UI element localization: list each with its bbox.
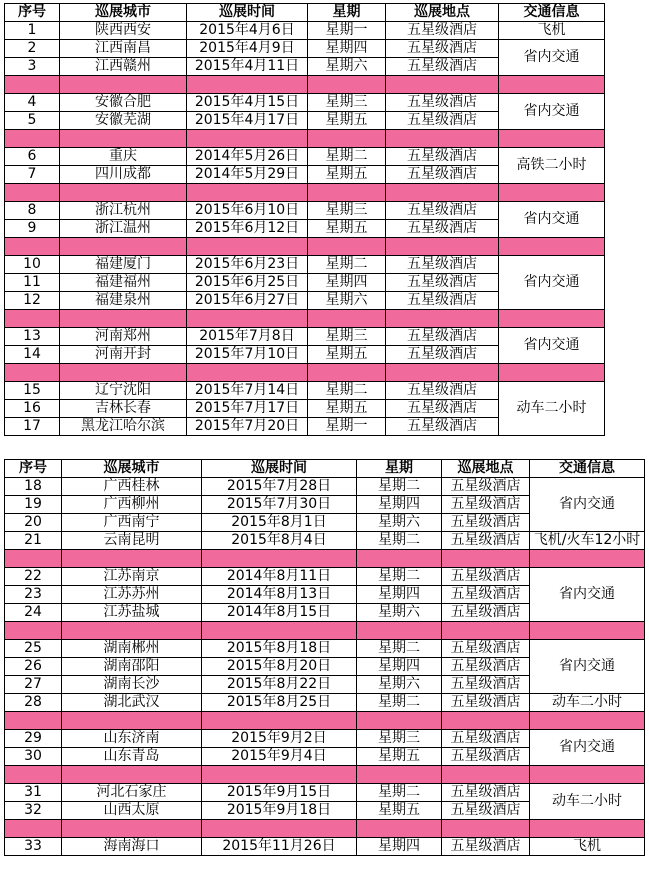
cell-no: 9 bbox=[5, 220, 60, 238]
cell-weekday: 星期五 bbox=[308, 112, 386, 130]
separator-cell bbox=[357, 550, 442, 568]
header-row bbox=[5, 4, 605, 22]
cell-no: 17 bbox=[5, 418, 60, 436]
separator-cell bbox=[202, 550, 357, 568]
separator-cell bbox=[5, 820, 62, 838]
cell-weekday: 星期二 bbox=[308, 256, 386, 274]
separator-row bbox=[5, 550, 645, 568]
cell-transport: 省内交通 bbox=[499, 202, 605, 238]
cell-no: 18 bbox=[5, 478, 62, 496]
separator-cell bbox=[357, 622, 442, 640]
cell-weekday: 星期四 bbox=[308, 40, 386, 58]
cell-weekday: 星期三 bbox=[357, 730, 442, 748]
cell-date: 2015年11月26日 bbox=[202, 838, 357, 856]
header-venue: 巡展地点 bbox=[442, 460, 530, 478]
cell-date: 2015年8月1日 bbox=[202, 514, 357, 532]
table-row bbox=[5, 640, 645, 658]
cell-transport: 动车二小时 bbox=[530, 784, 645, 820]
separator-cell bbox=[5, 130, 60, 148]
cell-city: 黑龙江哈尔滨 bbox=[60, 418, 187, 436]
cell-city: 湖北武汉 bbox=[62, 694, 202, 712]
cell-city: 河南开封 bbox=[60, 346, 187, 364]
cell-date: 2014年8月11日 bbox=[202, 568, 357, 586]
cell-city: 福建泉州 bbox=[60, 292, 187, 310]
cell-date: 2015年6月12日 bbox=[187, 220, 308, 238]
cell-date: 2015年9月18日 bbox=[202, 802, 357, 820]
cell-venue: 五星级酒店 bbox=[386, 112, 499, 130]
separator-cell bbox=[442, 766, 530, 784]
cell-date: 2015年9月2日 bbox=[202, 730, 357, 748]
separator-cell bbox=[530, 622, 645, 640]
cell-weekday: 星期四 bbox=[357, 658, 442, 676]
separator-row bbox=[5, 130, 605, 148]
cell-venue: 五星级酒店 bbox=[442, 694, 530, 712]
cell-date: 2015年6月23日 bbox=[187, 256, 308, 274]
cell-city: 江苏南京 bbox=[62, 568, 202, 586]
separator-cell bbox=[187, 310, 308, 328]
cell-venue: 五星级酒店 bbox=[386, 202, 499, 220]
separator-cell bbox=[187, 130, 308, 148]
cell-city: 福建福州 bbox=[60, 274, 187, 292]
cell-weekday: 星期二 bbox=[357, 568, 442, 586]
separator-cell bbox=[5, 310, 60, 328]
separator-cell bbox=[5, 712, 62, 730]
table-row bbox=[5, 532, 645, 550]
cell-no: 28 bbox=[5, 694, 62, 712]
cell-date: 2015年4月6日 bbox=[187, 22, 308, 40]
separator-cell bbox=[5, 184, 60, 202]
cell-transport: 省内交通 bbox=[499, 328, 605, 364]
cell-city: 湖南长沙 bbox=[62, 676, 202, 694]
separator-cell bbox=[308, 76, 386, 94]
cell-no: 15 bbox=[5, 382, 60, 400]
table-row bbox=[5, 838, 645, 856]
table-row bbox=[5, 694, 645, 712]
cell-venue: 五星级酒店 bbox=[386, 328, 499, 346]
cell-venue: 五星级酒店 bbox=[442, 676, 530, 694]
separator-row bbox=[5, 766, 645, 784]
cell-venue: 五星级酒店 bbox=[442, 658, 530, 676]
cell-no: 31 bbox=[5, 784, 62, 802]
table-row bbox=[5, 94, 605, 112]
cell-city: 广西南宁 bbox=[62, 514, 202, 532]
cell-venue: 五星级酒店 bbox=[442, 496, 530, 514]
separator-cell bbox=[386, 184, 499, 202]
cell-weekday: 星期三 bbox=[308, 202, 386, 220]
separator-row bbox=[5, 184, 605, 202]
header-transport: 交通信息 bbox=[499, 4, 605, 22]
cell-city: 吉林长春 bbox=[60, 400, 187, 418]
header-city: 巡展城市 bbox=[60, 4, 187, 22]
cell-date: 2014年5月29日 bbox=[187, 166, 308, 184]
table-row bbox=[5, 22, 605, 40]
cell-weekday: 星期六 bbox=[357, 604, 442, 622]
separator-cell bbox=[499, 184, 605, 202]
cell-no: 13 bbox=[5, 328, 60, 346]
cell-no: 3 bbox=[5, 58, 60, 76]
cell-venue: 五星级酒店 bbox=[442, 748, 530, 766]
cell-city: 安徽芜湖 bbox=[60, 112, 187, 130]
cell-weekday: 星期五 bbox=[357, 748, 442, 766]
table-row bbox=[5, 256, 605, 274]
cell-transport: 动车二小时 bbox=[499, 382, 605, 436]
cell-venue: 五星级酒店 bbox=[442, 478, 530, 496]
table-row bbox=[5, 568, 645, 586]
separator-cell bbox=[60, 76, 187, 94]
header-no: 序号 bbox=[5, 4, 60, 22]
cell-no: 30 bbox=[5, 748, 62, 766]
separator-cell bbox=[202, 712, 357, 730]
cell-venue: 五星级酒店 bbox=[442, 514, 530, 532]
cell-city: 辽宁沈阳 bbox=[60, 382, 187, 400]
header-weekday: 星期 bbox=[308, 4, 386, 22]
table-row bbox=[5, 730, 645, 748]
cell-date: 2015年8月25日 bbox=[202, 694, 357, 712]
separator-cell bbox=[202, 766, 357, 784]
cell-weekday: 星期六 bbox=[357, 676, 442, 694]
cell-city: 山西太原 bbox=[62, 802, 202, 820]
table-body bbox=[5, 478, 645, 856]
separator-row bbox=[5, 364, 605, 382]
cell-venue: 五星级酒店 bbox=[386, 346, 499, 364]
cell-weekday: 星期五 bbox=[308, 220, 386, 238]
cell-city: 云南昆明 bbox=[62, 532, 202, 550]
cell-date: 2015年8月22日 bbox=[202, 676, 357, 694]
cell-venue: 五星级酒店 bbox=[386, 400, 499, 418]
separator-cell bbox=[386, 310, 499, 328]
cell-no: 21 bbox=[5, 532, 62, 550]
cell-venue: 五星级酒店 bbox=[386, 94, 499, 112]
separator-cell bbox=[530, 550, 645, 568]
cell-weekday: 星期六 bbox=[357, 514, 442, 532]
cell-venue: 五星级酒店 bbox=[442, 532, 530, 550]
cell-date: 2014年5月26日 bbox=[187, 148, 308, 166]
cell-weekday: 星期六 bbox=[308, 58, 386, 76]
separator-cell bbox=[60, 238, 187, 256]
cell-no: 11 bbox=[5, 274, 60, 292]
cell-transport: 省内交通 bbox=[530, 478, 645, 532]
cell-weekday: 星期二 bbox=[308, 148, 386, 166]
table-body bbox=[5, 22, 605, 436]
cell-city: 浙江杭州 bbox=[60, 202, 187, 220]
cell-weekday: 星期三 bbox=[308, 94, 386, 112]
cell-venue: 五星级酒店 bbox=[442, 838, 530, 856]
cell-no: 4 bbox=[5, 94, 60, 112]
cell-weekday: 星期四 bbox=[308, 274, 386, 292]
cell-no: 25 bbox=[5, 640, 62, 658]
header-city: 巡展城市 bbox=[62, 460, 202, 478]
cell-weekday: 星期四 bbox=[357, 586, 442, 604]
cell-transport: 省内交通 bbox=[499, 40, 605, 76]
cell-date: 2015年4月11日 bbox=[187, 58, 308, 76]
cell-weekday: 星期二 bbox=[308, 382, 386, 400]
cell-no: 24 bbox=[5, 604, 62, 622]
separator-cell bbox=[187, 364, 308, 382]
cell-weekday: 星期一 bbox=[308, 22, 386, 40]
separator-cell bbox=[62, 550, 202, 568]
table-row bbox=[5, 382, 605, 400]
cell-venue: 五星级酒店 bbox=[386, 256, 499, 274]
table-row bbox=[5, 478, 645, 496]
cell-city: 陕西西安 bbox=[60, 22, 187, 40]
separator-cell bbox=[499, 76, 605, 94]
cell-transport: 省内交通 bbox=[499, 256, 605, 310]
header-venue: 巡展地点 bbox=[386, 4, 499, 22]
cell-weekday: 星期二 bbox=[357, 532, 442, 550]
cell-venue: 五星级酒店 bbox=[442, 604, 530, 622]
table-row bbox=[5, 40, 605, 58]
cell-city: 河北石家庄 bbox=[62, 784, 202, 802]
cell-no: 10 bbox=[5, 256, 60, 274]
separator-cell bbox=[5, 766, 62, 784]
cell-city: 江西南昌 bbox=[60, 40, 187, 58]
separator-cell bbox=[499, 364, 605, 382]
separator-row bbox=[5, 820, 645, 838]
header-transport: 交通信息 bbox=[530, 460, 645, 478]
separator-cell bbox=[62, 820, 202, 838]
cell-no: 5 bbox=[5, 112, 60, 130]
cell-weekday: 星期五 bbox=[308, 400, 386, 418]
cell-city: 重庆 bbox=[60, 148, 187, 166]
cell-no: 1 bbox=[5, 22, 60, 40]
header-date: 巡展时间 bbox=[202, 460, 357, 478]
separator-cell bbox=[187, 76, 308, 94]
cell-city: 江苏苏州 bbox=[62, 586, 202, 604]
cell-date: 2015年7月10日 bbox=[187, 346, 308, 364]
header-weekday: 星期 bbox=[357, 460, 442, 478]
cell-weekday: 星期二 bbox=[357, 478, 442, 496]
cell-date: 2015年4月15日 bbox=[187, 94, 308, 112]
separator-cell bbox=[442, 550, 530, 568]
cell-transport: 省内交通 bbox=[530, 640, 645, 694]
separator-row bbox=[5, 76, 605, 94]
header-date: 巡展时间 bbox=[187, 4, 308, 22]
cell-date: 2015年7月8日 bbox=[187, 328, 308, 346]
header-row bbox=[5, 460, 645, 478]
table-row bbox=[5, 148, 605, 166]
separator-cell bbox=[202, 622, 357, 640]
cell-date: 2015年8月4日 bbox=[202, 532, 357, 550]
cell-no: 2 bbox=[5, 40, 60, 58]
header-no: 序号 bbox=[5, 460, 62, 478]
cell-city: 四川成都 bbox=[60, 166, 187, 184]
separator-row bbox=[5, 310, 605, 328]
cell-date: 2015年7月17日 bbox=[187, 400, 308, 418]
cell-venue: 五星级酒店 bbox=[386, 166, 499, 184]
cell-city: 安徽合肥 bbox=[60, 94, 187, 112]
cell-no: 29 bbox=[5, 730, 62, 748]
cell-city: 河南郑州 bbox=[60, 328, 187, 346]
separator-cell bbox=[308, 130, 386, 148]
cell-city: 湖南郴州 bbox=[62, 640, 202, 658]
separator-cell bbox=[5, 550, 62, 568]
cell-venue: 五星级酒店 bbox=[386, 220, 499, 238]
cell-city: 江苏盐城 bbox=[62, 604, 202, 622]
cell-transport: 省内交通 bbox=[499, 94, 605, 130]
table-row bbox=[5, 328, 605, 346]
table-row bbox=[5, 784, 645, 802]
cell-venue: 五星级酒店 bbox=[386, 40, 499, 58]
cell-no: 33 bbox=[5, 838, 62, 856]
cell-city: 浙江温州 bbox=[60, 220, 187, 238]
cell-venue: 五星级酒店 bbox=[386, 382, 499, 400]
cell-city: 海南海口 bbox=[62, 838, 202, 856]
cell-venue: 五星级酒店 bbox=[442, 568, 530, 586]
cell-city: 湖南邵阳 bbox=[62, 658, 202, 676]
cell-no: 20 bbox=[5, 514, 62, 532]
cell-date: 2015年4月17日 bbox=[187, 112, 308, 130]
cell-transport: 省内交通 bbox=[530, 568, 645, 622]
cell-venue: 五星级酒店 bbox=[442, 802, 530, 820]
cell-transport: 飞机 bbox=[499, 22, 605, 40]
cell-date: 2014年8月15日 bbox=[202, 604, 357, 622]
separator-cell bbox=[386, 364, 499, 382]
separator-cell bbox=[308, 364, 386, 382]
cell-venue: 五星级酒店 bbox=[442, 730, 530, 748]
separator-cell bbox=[60, 184, 187, 202]
cell-weekday: 星期一 bbox=[308, 418, 386, 436]
cell-weekday: 星期二 bbox=[357, 694, 442, 712]
separator-cell bbox=[386, 238, 499, 256]
cell-date: 2015年7月28日 bbox=[202, 478, 357, 496]
cell-date: 2015年9月15日 bbox=[202, 784, 357, 802]
separator-cell bbox=[60, 310, 187, 328]
cell-weekday: 星期六 bbox=[308, 292, 386, 310]
schedule-table-2 bbox=[4, 459, 645, 856]
cell-weekday: 星期四 bbox=[357, 838, 442, 856]
separator-cell bbox=[308, 310, 386, 328]
cell-no: 16 bbox=[5, 400, 60, 418]
cell-date: 2015年7月30日 bbox=[202, 496, 357, 514]
cell-date: 2015年7月14日 bbox=[187, 382, 308, 400]
cell-weekday: 星期二 bbox=[357, 784, 442, 802]
cell-weekday: 星期三 bbox=[308, 328, 386, 346]
separator-cell bbox=[499, 310, 605, 328]
cell-transport: 高铁二小时 bbox=[499, 148, 605, 184]
separator-cell bbox=[308, 184, 386, 202]
separator-cell bbox=[357, 712, 442, 730]
separator-cell bbox=[530, 766, 645, 784]
separator-cell bbox=[442, 622, 530, 640]
schedule-table-1 bbox=[4, 3, 605, 436]
separator-row bbox=[5, 238, 605, 256]
cell-transport: 省内交通 bbox=[530, 730, 645, 766]
cell-transport: 飞机/火车12小时 bbox=[530, 532, 645, 550]
cell-venue: 五星级酒店 bbox=[386, 292, 499, 310]
separator-cell bbox=[442, 820, 530, 838]
cell-no: 14 bbox=[5, 346, 60, 364]
separator-cell bbox=[62, 622, 202, 640]
cell-city: 江西赣州 bbox=[60, 58, 187, 76]
separator-cell bbox=[187, 184, 308, 202]
separator-cell bbox=[60, 364, 187, 382]
cell-date: 2015年4月9日 bbox=[187, 40, 308, 58]
separator-cell bbox=[357, 820, 442, 838]
cell-city: 山东青岛 bbox=[62, 748, 202, 766]
cell-weekday: 星期四 bbox=[357, 496, 442, 514]
cell-date: 2015年6月25日 bbox=[187, 274, 308, 292]
separator-cell bbox=[308, 238, 386, 256]
cell-date: 2015年6月10日 bbox=[187, 202, 308, 220]
cell-no: 27 bbox=[5, 676, 62, 694]
separator-cell bbox=[60, 130, 187, 148]
cell-no: 8 bbox=[5, 202, 60, 220]
cell-venue: 五星级酒店 bbox=[386, 58, 499, 76]
cell-date: 2015年7月20日 bbox=[187, 418, 308, 436]
separator-cell bbox=[499, 238, 605, 256]
cell-no: 7 bbox=[5, 166, 60, 184]
cell-venue: 五星级酒店 bbox=[442, 586, 530, 604]
separator-cell bbox=[357, 766, 442, 784]
cell-weekday: 星期五 bbox=[357, 802, 442, 820]
separator-cell bbox=[442, 712, 530, 730]
cell-weekday: 星期五 bbox=[308, 346, 386, 364]
cell-city: 广西桂林 bbox=[62, 478, 202, 496]
cell-weekday: 星期五 bbox=[308, 166, 386, 184]
cell-date: 2015年8月20日 bbox=[202, 658, 357, 676]
cell-venue: 五星级酒店 bbox=[386, 274, 499, 292]
cell-venue: 五星级酒店 bbox=[442, 640, 530, 658]
separator-row bbox=[5, 712, 645, 730]
cell-venue: 五星级酒店 bbox=[386, 22, 499, 40]
separator-row bbox=[5, 622, 645, 640]
cell-transport: 飞机 bbox=[530, 838, 645, 856]
separator-cell bbox=[499, 130, 605, 148]
cell-transport: 动车二小时 bbox=[530, 694, 645, 712]
cell-weekday: 星期二 bbox=[357, 640, 442, 658]
cell-city: 广西柳州 bbox=[62, 496, 202, 514]
cell-no: 19 bbox=[5, 496, 62, 514]
cell-date: 2014年8月13日 bbox=[202, 586, 357, 604]
cell-no: 12 bbox=[5, 292, 60, 310]
separator-cell bbox=[187, 238, 308, 256]
separator-cell bbox=[5, 238, 60, 256]
cell-no: 6 bbox=[5, 148, 60, 166]
cell-date: 2015年9月4日 bbox=[202, 748, 357, 766]
cell-no: 23 bbox=[5, 586, 62, 604]
separator-cell bbox=[202, 820, 357, 838]
separator-cell bbox=[5, 364, 60, 382]
separator-cell bbox=[386, 130, 499, 148]
separator-cell bbox=[62, 712, 202, 730]
cell-no: 22 bbox=[5, 568, 62, 586]
cell-venue: 五星级酒店 bbox=[386, 418, 499, 436]
table-row bbox=[5, 202, 605, 220]
cell-no: 26 bbox=[5, 658, 62, 676]
cell-city: 山东济南 bbox=[62, 730, 202, 748]
cell-venue: 五星级酒店 bbox=[386, 148, 499, 166]
cell-date: 2015年8月18日 bbox=[202, 640, 357, 658]
cell-city: 福建厦门 bbox=[60, 256, 187, 274]
separator-cell bbox=[5, 622, 62, 640]
cell-date: 2015年6月27日 bbox=[187, 292, 308, 310]
cell-venue: 五星级酒店 bbox=[442, 784, 530, 802]
cell-no: 32 bbox=[5, 802, 62, 820]
separator-cell bbox=[386, 76, 499, 94]
separator-cell bbox=[530, 712, 645, 730]
separator-cell bbox=[62, 766, 202, 784]
separator-cell bbox=[5, 76, 60, 94]
separator-cell bbox=[530, 820, 645, 838]
